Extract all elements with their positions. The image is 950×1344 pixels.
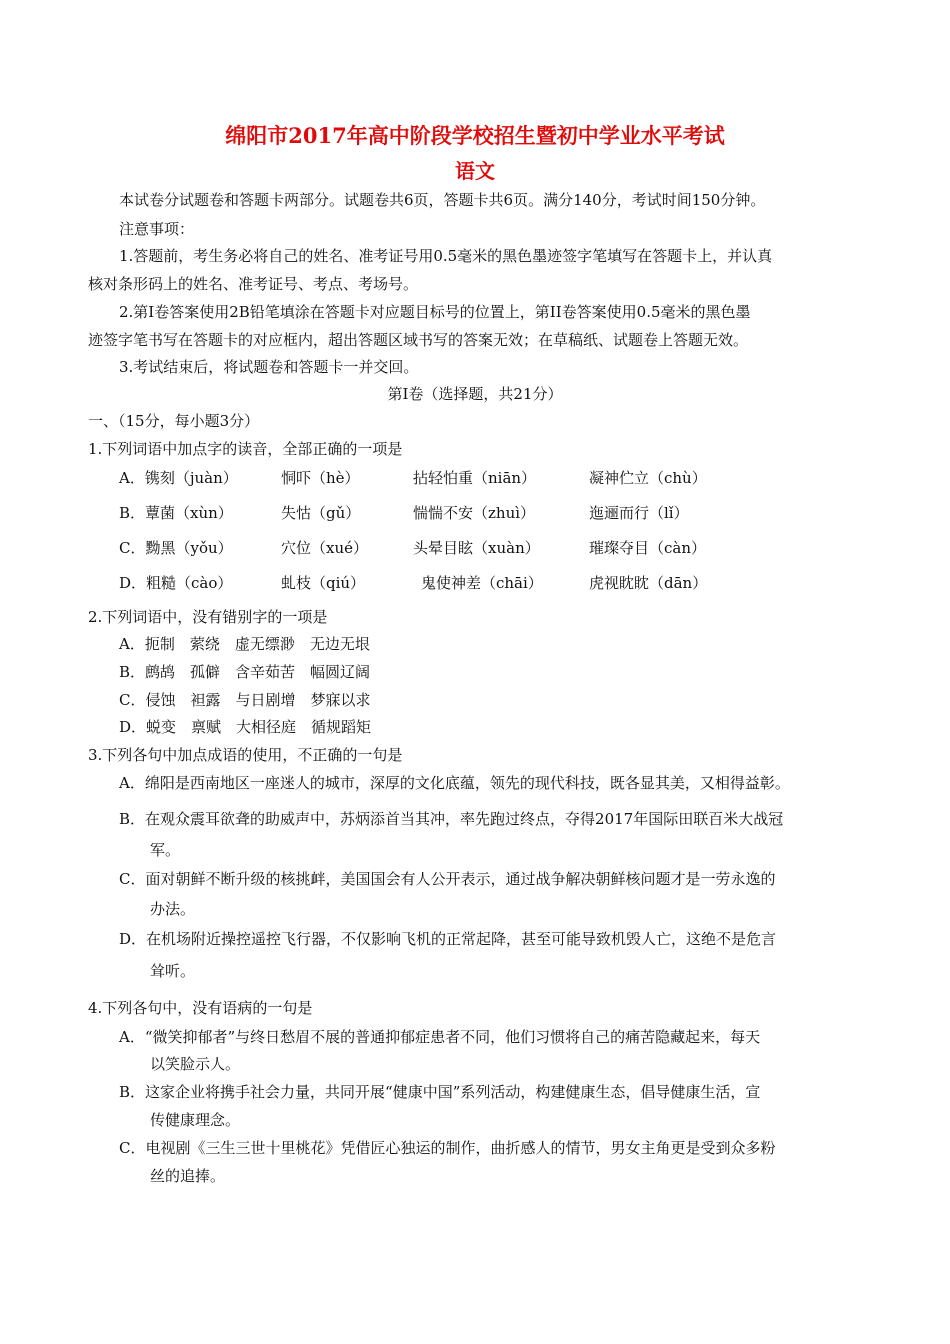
q4-option-c-line1: C．电视剧《三生三世十里桃花》凭借匠心独运的制作，曲折感人的情节，男女主角更是受到众多粉	[119, 1139, 776, 1157]
q3-option-b-line2: 军。	[150, 841, 181, 859]
q1-b-1: B．蕈菌（xùn）	[119, 504, 233, 522]
notice-1a: 1.答题前，考生务必将自己的姓名、准考证号用0.5毫米的黑色墨迹签字笔填写在答题卡上，并认真	[119, 247, 773, 265]
q1-d-3: 鬼使神差（chāi）	[421, 574, 543, 592]
q2-stem: 2.下列词语中，没有错别字的一项是	[88, 608, 328, 626]
q3-option-b-line1: B．在观众震耳欲聋的助威声中，苏炳添首当其冲，率先跑过终点，夺得2017年国际田联百米大战冠	[119, 810, 784, 828]
q2-option-d: D．蜕变 禀赋 大相径庭 循规蹈矩	[119, 718, 372, 736]
q3-option-a: A．绵阳是西南地区一座迷人的城市，深厚的文化底蕴，领先的现代科技，既各显其美，又相得益彰。	[119, 774, 790, 792]
notice-3: 3.考试结束后，将试题卷和答题卡一并交回。	[119, 358, 419, 376]
q3-stem: 3.下列各句中加点成语的使用，不正确的一句是	[88, 746, 403, 764]
q2-option-b: B．鹧鸪 孤僻 含辛茹苦 幅圆辽阔	[119, 663, 371, 681]
q1-d-1: D．粗糙（cào）	[119, 574, 233, 592]
notice-2b: 迹签字笔书写在答题卡的对应框内，超出答题区域书写的答案无效；在草稿纸、试题卷上答题无效。	[88, 331, 749, 349]
q1-c-1: C．黝黑（yǒu）	[119, 539, 233, 557]
q1-a-3: 拈轻怕重（niān）	[413, 469, 537, 487]
q1-b-2: 失怙（gǔ）	[281, 504, 361, 522]
q1-stem: 1.下列词语中加点字的读音，全部正确的一项是	[88, 440, 403, 458]
q4-option-b-line2: 传健康理念。	[150, 1111, 241, 1129]
q4-option-a-line2: 以笑脸示人。	[150, 1055, 241, 1073]
q1-c-4: 璀璨夺目（càn）	[589, 539, 707, 557]
part1-heading: 第I卷（选择题，共21分）	[387, 385, 563, 403]
subject-title: 语文	[455, 159, 495, 183]
q1-c-2: 穴位（xué）	[281, 539, 368, 557]
q1-d-2: 虬枝（qiú）	[281, 574, 366, 592]
q2-option-a: A．扼制 萦绕 虚无缥渺 无边无垠	[119, 635, 370, 653]
q1-b-4: 迤逦而行（lǐ）	[589, 504, 689, 522]
q1-a-2: 恫吓（hè）	[281, 469, 360, 487]
section-heading: 一、（15分，每小题3分）	[88, 412, 260, 430]
exam-title: 绵阳市2017年高中阶段学校招生暨初中学业水平考试	[225, 123, 725, 148]
q1-d-4: 虎视眈眈（dān）	[589, 574, 708, 592]
q1-b-3: 惴惴不安（zhuì）	[413, 504, 536, 522]
q1-a-4: 凝神伫立（chù）	[589, 469, 707, 487]
q1-a-1: A．镌刻（juàn）	[119, 469, 238, 487]
q4-option-a-line1: A．“微笑抑郁者”与终日愁眉不展的普通抑郁症患者不同，他们习惯将自己的痛苦隐藏起来，每天	[119, 1028, 761, 1046]
q4-option-b-line1: B．这家企业将携手社会力量，共同开展“健康中国”系列活动，构建健康生态，倡导健康生活，宣	[119, 1083, 761, 1101]
q3-option-d-line1: D．在机场附近操控遥控飞行器，不仅影响飞机的正常起降，甚至可能导致机毁人亡，这绝不是危言	[119, 930, 777, 948]
q3-option-c-line2: 办法。	[150, 900, 196, 918]
notice-2a: 2.第I卷答案使用2B铅笔填涂在答题卡对应题目标号的位置上，第II卷答案使用0.5毫米的黑色墨	[119, 303, 751, 321]
q2-option-c: C．侵蚀 袒露 与日剧增 梦寐以求	[119, 691, 371, 709]
q4-option-c-line2: 丝的追捧。	[150, 1167, 226, 1185]
notice-label: 注意事项：	[119, 220, 195, 238]
intro-line: 本试卷分试题卷和答题卡两部分。试题卷共6页，答题卡共6页。满分140分，考试时间150分钟。	[119, 191, 766, 209]
notice-1b: 核对条形码上的姓名、准考证号、考点、考场号。	[88, 275, 419, 293]
q3-option-c-line1: C．面对朝鲜不断升级的核挑衅，美国国会有人公开表示，通过战争解决朝鲜核问题才是一劳永逸的	[119, 870, 776, 888]
q1-c-3: 头晕目眩（xuàn）	[413, 539, 540, 557]
q4-stem: 4.下列各句中，没有语病的一句是	[88, 999, 313, 1017]
q3-option-d-line2: 耸听。	[150, 962, 196, 980]
